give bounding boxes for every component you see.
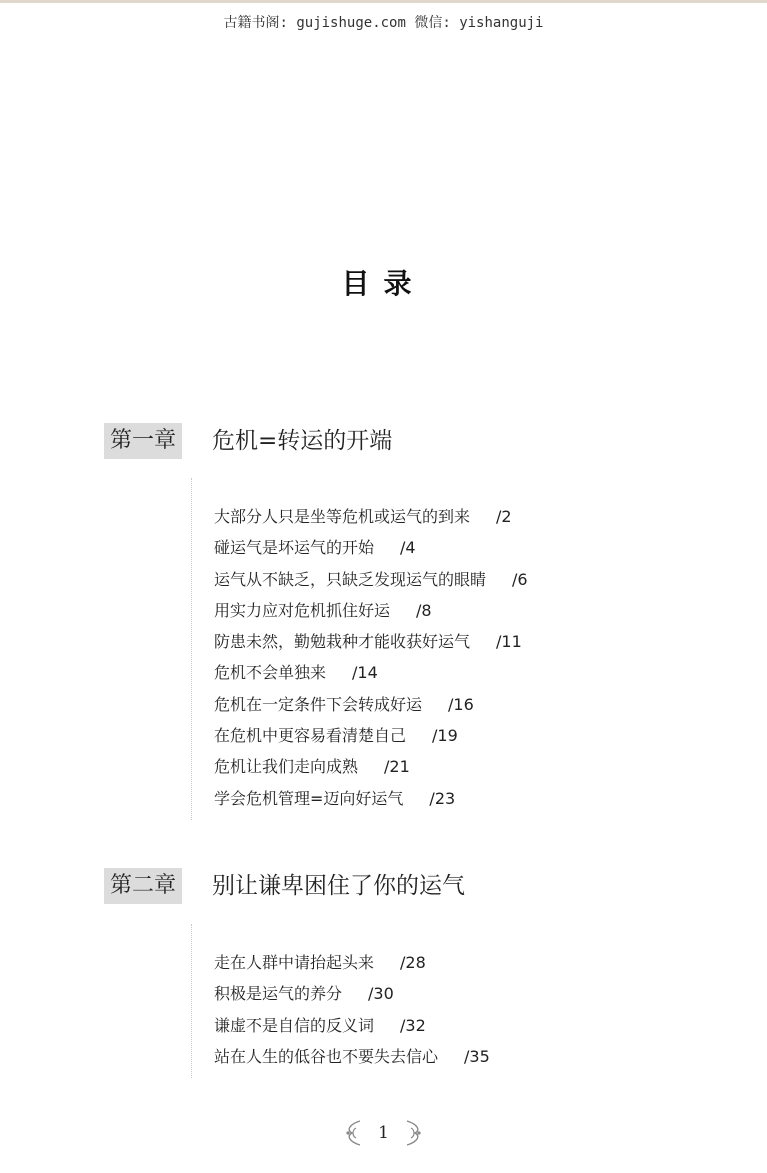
right-flourish-icon <box>403 1118 425 1148</box>
entry-title: 危机在一定条件下会转成好运 <box>214 694 423 714</box>
entry-page: /28 <box>400 953 426 972</box>
entry-title: 学会危机管理=迈向好运气 <box>214 788 404 808</box>
toc-entry[interactable] <box>214 1041 490 1072</box>
entry-title: 碰运气是坏运气的开始 <box>214 538 375 558</box>
left-flourish-icon <box>342 1118 364 1148</box>
toc-entry[interactable] <box>214 783 528 814</box>
watermark-header: 古籍书阁: gujishuge.com 微信: yishanguji <box>223 15 544 31</box>
entry-page: /16 <box>448 694 474 714</box>
entry-page: /4 <box>400 538 416 558</box>
entry-title: 站在人生的低谷也不要失去信心 <box>214 1046 439 1066</box>
toc-entry[interactable] <box>214 595 528 626</box>
toc-entry[interactable] <box>214 978 490 1009</box>
chapter-2-toc <box>214 947 490 1072</box>
entry-page: /14 <box>352 663 378 683</box>
chapter-title: 危机=转运的开端 <box>212 428 393 454</box>
entry-title: 危机不会单独来 <box>214 663 327 683</box>
entry-title: 走在人群中请抬起头来 <box>214 953 375 972</box>
toc-entry[interactable] <box>214 720 528 751</box>
entry-page: /35 <box>464 1046 490 1066</box>
page-number: 1 <box>378 1123 389 1143</box>
page-title: 目录 <box>341 267 426 300</box>
chapter-title: 别让谦卑困住了你的运气 <box>212 873 465 899</box>
entry-page: /30 <box>368 984 394 1004</box>
entry-title: 谦虚不是自信的反义词 <box>214 1015 375 1035</box>
entry-title: 在危机中更容易看清楚自己 <box>214 726 407 746</box>
entry-title: 运气从不缺乏，只缺乏发现运气的眼睛 <box>214 569 487 589</box>
page-footer <box>0 1118 767 1152</box>
toc-divider <box>191 478 192 820</box>
toc-entry[interactable] <box>214 657 528 688</box>
entry-title: 危机让我们走向成熟 <box>214 757 359 777</box>
entry-page: /8 <box>416 600 432 620</box>
toc-entry[interactable] <box>214 689 528 720</box>
entry-page: /21 <box>384 757 410 777</box>
toc-entry[interactable] <box>214 751 528 782</box>
entry-page: /32 <box>400 1015 426 1035</box>
chapter-1-heading <box>104 423 664 463</box>
toc-entry[interactable] <box>214 947 490 978</box>
entry-page: /6 <box>512 569 528 589</box>
entry-title: 防患未然，勤勉栽种才能收获好运气 <box>214 632 471 652</box>
chapter-1-toc <box>214 501 528 814</box>
entry-page: /2 <box>496 507 512 526</box>
chapter-label: 第一章 <box>104 423 182 459</box>
entry-page: /23 <box>429 788 456 808</box>
toc-entry[interactable] <box>214 532 528 563</box>
entry-title: 大部分人只是坐等危机或运气的到来 <box>214 507 471 526</box>
toc-entry[interactable] <box>214 564 528 595</box>
entry-title: 积极是运气的养分 <box>214 984 343 1004</box>
toc-entry[interactable] <box>214 626 528 657</box>
toc-divider <box>191 924 192 1078</box>
chapter-label: 第二章 <box>104 868 182 904</box>
toc-entry[interactable] <box>214 501 528 532</box>
top-border <box>0 0 767 3</box>
toc-entry[interactable] <box>214 1010 490 1041</box>
entry-title: 用实力应对危机抓住好运 <box>214 600 391 620</box>
chapter-2-heading <box>104 868 664 908</box>
entry-page: /11 <box>496 632 522 652</box>
entry-page: /19 <box>432 726 458 746</box>
